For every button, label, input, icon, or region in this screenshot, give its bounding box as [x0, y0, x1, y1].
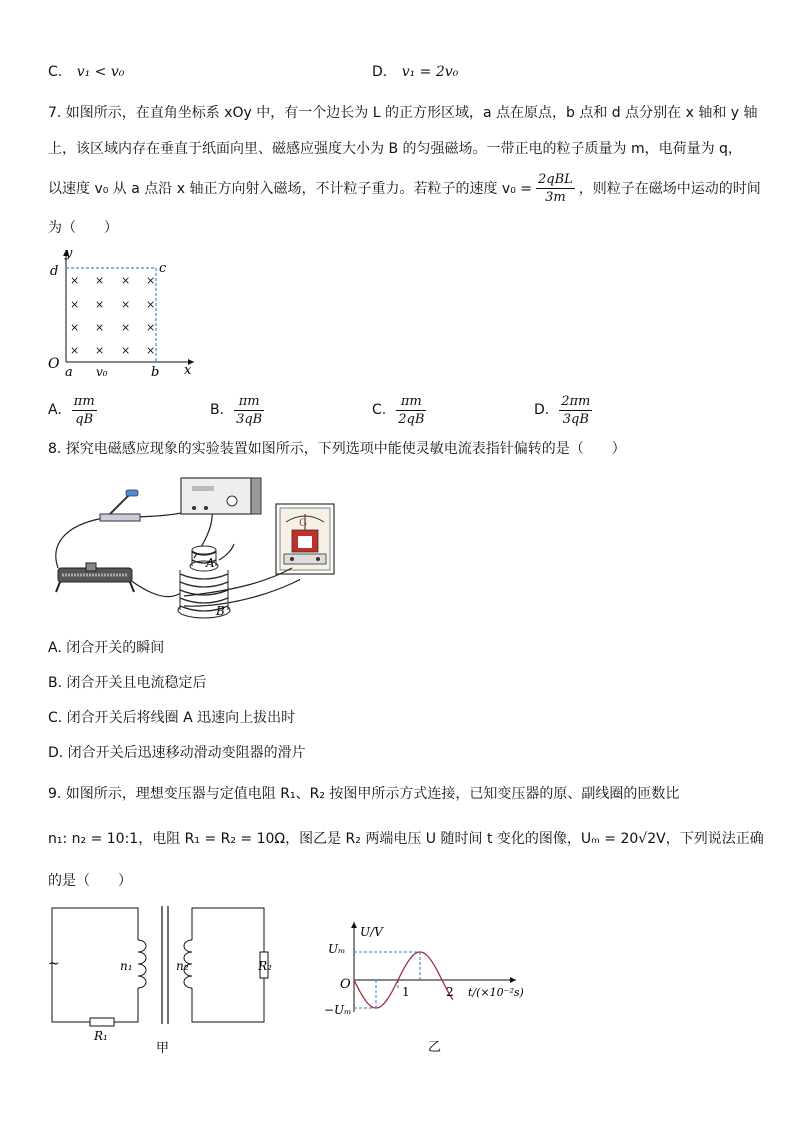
field-cross: × — [95, 298, 105, 311]
fraction-denominator: 2qB — [398, 411, 425, 427]
fraction-denominator: 3qB — [562, 411, 589, 427]
q6-option-d[interactable] — [372, 62, 458, 82]
knife-switch — [100, 490, 140, 521]
fraction-numerator: πm — [73, 393, 95, 409]
q8-option-d[interactable]: D. 闭合开关后迅速移动滑动变阻器的滑片 — [48, 745, 306, 761]
field-cross: × — [146, 321, 156, 334]
tick-2-label: 2 — [446, 985, 454, 999]
power-supply — [181, 478, 261, 514]
tick-1-label: 1 — [402, 985, 410, 999]
q7-line3-post: ，则粒子在磁场中运动的时间 — [578, 181, 761, 197]
n2-label: n₂ — [176, 959, 189, 973]
field-cross: × — [70, 321, 80, 334]
field-cross: × — [146, 274, 156, 287]
q7-stem-line1: 7. 如图所示，在直角坐标系 xOy 中，有一个边长为 L 的正方形区域，a 点在原点，b 点和 d 点分别在 x 轴和 y 轴 — [48, 105, 758, 121]
meter-g-label: G — [299, 518, 307, 529]
magnetic-field-crosses — [70, 274, 155, 357]
q8-option-c[interactable]: C. 闭合开关后将线圈 A 迅速向上拔出时 — [48, 710, 296, 726]
field-cross: × — [70, 344, 80, 357]
q9-transformer-circuit — [44, 900, 274, 1058]
field-cross: × — [121, 274, 131, 287]
q7-speed-fraction — [536, 171, 575, 206]
field-cross: × — [146, 344, 156, 357]
origin-label: O — [48, 356, 60, 372]
q7-option-c[interactable] — [372, 390, 426, 430]
q7-stem-line4: 为（ ） — [48, 220, 118, 236]
option-label: C. — [372, 402, 387, 418]
field-cross: × — [70, 298, 80, 311]
q7-magnetic-field-figure — [44, 244, 204, 380]
q7-line3-pre: 以速度 v₀ 从 a 点沿 x 轴正方向射入磁场，不计粒子重力。若粒子的速度 v₀ = — [48, 181, 532, 197]
coil-a-label: A — [206, 556, 215, 570]
point-a-label: a — [65, 365, 73, 380]
fraction-numerator: 2qBL — [538, 171, 573, 187]
graph-origin-label: O — [340, 977, 351, 992]
square-region-boundary — [66, 268, 156, 362]
option-label: D. — [534, 402, 550, 418]
galvanometer-wires — [180, 560, 300, 610]
figure-caption-jia: 甲 — [156, 1041, 170, 1056]
field-cross: × — [121, 321, 131, 334]
r2-label: R₂ — [258, 959, 272, 973]
q7-option-b[interactable] — [210, 390, 264, 430]
r1-label: R₁ — [94, 1029, 108, 1043]
point-d-label: d — [50, 264, 59, 279]
q9-voltage-time-graph — [320, 916, 530, 1058]
field-cross: × — [95, 344, 105, 357]
q7-option-d[interactable] — [534, 390, 592, 430]
q8-option-a[interactable]: A. 闭合开关的瞬间 — [48, 640, 165, 656]
sliding-rheostat — [56, 563, 134, 592]
fraction-numerator: πm — [234, 393, 264, 411]
q9-stem-line3: 的是（ ） — [48, 873, 132, 889]
fraction-numerator: 2πm — [561, 393, 591, 409]
fraction-denominator: 3qB — [236, 411, 263, 427]
coil-b-label: B — [216, 604, 225, 618]
n1-label: n₁ — [120, 959, 133, 973]
fraction-denominator: 3m — [545, 189, 566, 205]
fraction-denominator: qB — [75, 411, 94, 427]
option-formula: v₁ = 2v₀ — [401, 64, 459, 80]
q6-option-c[interactable] — [48, 62, 124, 82]
velocity-label: v₀ — [96, 365, 108, 379]
resistor-r1 — [90, 1018, 114, 1026]
option-label: C. — [48, 64, 63, 80]
field-cross: × — [146, 298, 156, 311]
q7-stem-line3 — [48, 168, 761, 208]
point-c-label: c — [159, 261, 167, 276]
option-label: D. — [372, 64, 388, 80]
field-cross: × — [121, 298, 131, 311]
field-cross: × — [95, 321, 105, 334]
option-fraction — [559, 393, 592, 428]
option-fraction — [234, 393, 264, 428]
field-cross: × — [121, 344, 131, 357]
ac-source-symbol: ~ — [48, 956, 60, 972]
figure-caption-yi: 乙 — [428, 1040, 442, 1055]
option-label: A. — [48, 402, 62, 418]
option-fraction — [396, 393, 426, 428]
neg-um-label: −Uₘ — [324, 1003, 352, 1017]
y-axis-label: y — [65, 246, 73, 261]
q8-stem: 8. 探究电磁感应现象的实验装置如图所示，下列选项中能使灵敏电流表指针偏转的是（ ） — [48, 441, 626, 457]
point-b-label: b — [151, 365, 160, 380]
q7-stem-line2: 上，该区域内存在垂直于纸面向里、磁感应强度大小为 B 的匀强磁场。一带正电的粒子质量为 m，电荷量为 q， — [48, 141, 742, 157]
option-label: B. — [210, 402, 225, 418]
q9-stem-line2: n₁: n₂ = 10:1，电阻 R₁ = R₂ = 10Ω，图乙是 R₂ 两端电压 U 随时间 t 变化的图像，Uₘ = 20√2V，下列说法正确 — [48, 831, 764, 847]
u-axis-label: U/V — [360, 925, 383, 939]
x-axis-label: x — [184, 363, 192, 378]
q9-stem-line1: 9. 如图所示，理想变压器与定值电阻 R₁、R₂ 按图甲所示方式连接，已知变压器的原、副线圈的匝数比 — [48, 786, 680, 802]
field-cross: × — [95, 274, 105, 287]
q8-option-b[interactable]: B. 闭合开关且电流稳定后 — [48, 675, 207, 691]
option-fraction — [72, 393, 97, 428]
fraction-numerator: πm — [396, 393, 426, 411]
um-label: Uₘ — [328, 942, 346, 956]
t-axis-label: t/(×10⁻²s) — [468, 986, 524, 999]
q7-option-a[interactable] — [48, 390, 97, 430]
field-cross: × — [70, 274, 80, 287]
option-formula: v₁ < v₀ — [76, 64, 125, 80]
